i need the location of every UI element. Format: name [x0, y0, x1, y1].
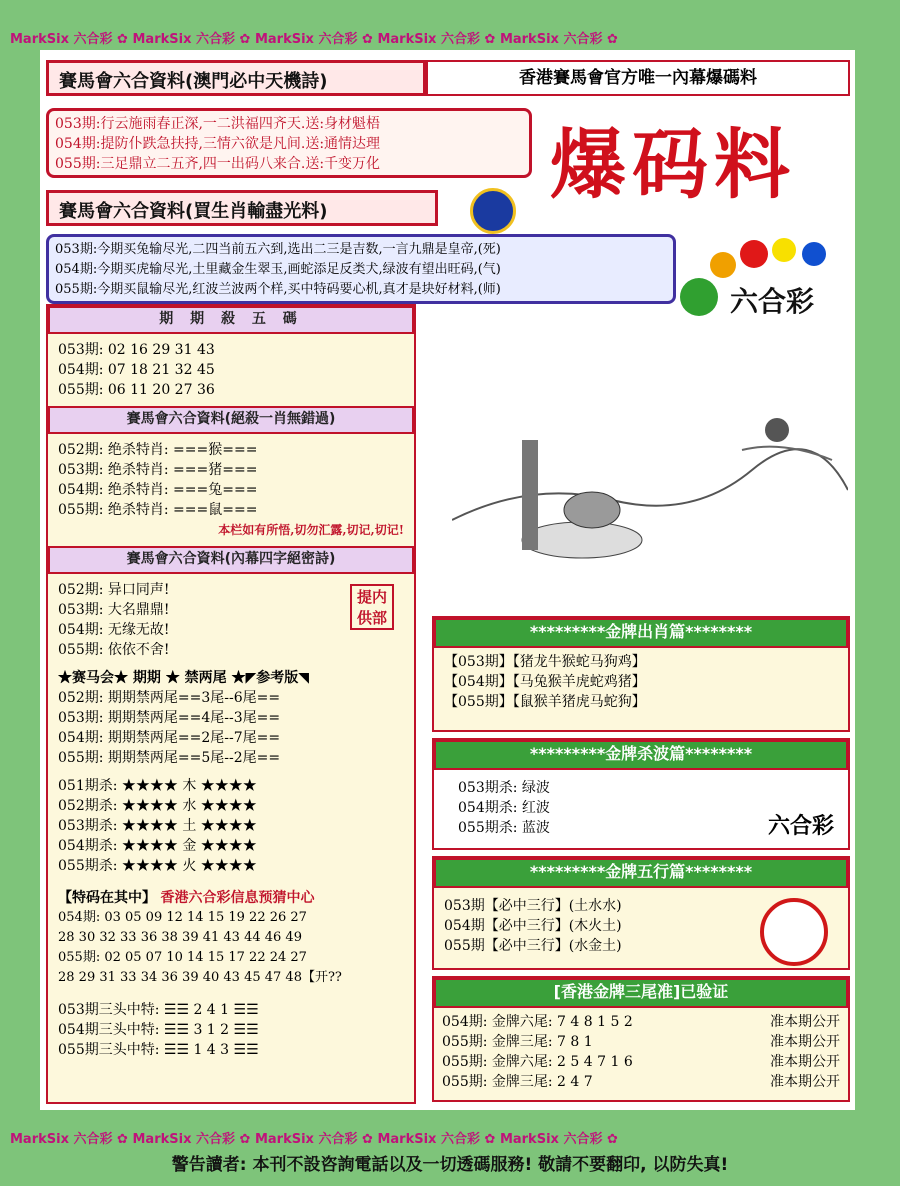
gold-zodiac-row: 【055期】【鼠猴羊猪虎马蛇狗】 [444, 694, 646, 710]
three-head-row: 055期三头中特: ☰☰ 1 4 3 ☰☰ [58, 1042, 259, 1058]
frog-illustration [452, 330, 848, 610]
special-row: 055期: 02 05 07 10 14 15 17 22 24 27 [58, 950, 307, 965]
gold-zodiac-row: 【054期】【马兔猴羊虎蛇鸡猪】 [444, 674, 646, 690]
gold-wave-panel [432, 738, 850, 850]
ban-tail-title: ★赛马会★ 期期 ★ 禁两尾 ★◤参考版◥ [58, 670, 310, 686]
kill-five-row: 054期: 07 18 21 32 45 [58, 362, 215, 378]
four-word-row: 055期: 依依不舍! [58, 642, 170, 658]
three-head-row: 054期三头中特: ☰☰ 3 1 2 ☰☰ [58, 1022, 259, 1038]
gold-five-title: *********金牌五行篇******** [434, 858, 848, 888]
zodiac-lose-line: 055期:今期买鼠输尽光,红波兰波两个样,买中特码要心机,真才是块好材料,(师) [55, 282, 501, 297]
big-title: 爆码料 [550, 120, 796, 209]
lotto-dot-icon [680, 278, 718, 316]
special-row: 28 29 31 33 34 36 39 40 43 45 47 48【开?? [58, 970, 342, 985]
four-word-stamp: 提内供部 [350, 584, 394, 630]
gold-zodiac-row: 【053期】【猪龙牛猴蛇马狗鸡】 [444, 654, 646, 670]
lotto-dot-icon [740, 240, 768, 268]
special-label: 【特码在其中】 [58, 890, 156, 906]
gold-five-row: 054期【必中三行】(木火土) [444, 918, 622, 934]
four-word-row: 052期: 异口同声! [58, 582, 170, 598]
header-left-title: 賽馬會六合資料(澳門必中天機詩) [46, 60, 426, 96]
left-column [46, 304, 416, 1104]
poem-line: 055期:三足鼎立二五齐,四一出码八来合.送:千变万化 [55, 156, 381, 172]
kill-zodiac-row: 054期: 绝杀特肖: ===兔=== [58, 482, 258, 498]
kill-element-row: 052期杀: ★★★★ 水 ★★★★ [58, 798, 257, 814]
gold-five-panel [432, 856, 850, 970]
four-word-row: 054期: 无缘无故! [58, 622, 170, 638]
gold-tail-row: 054期: 金牌六尾: 7 4 8 1 5 2 准本期公开 [442, 1014, 840, 1030]
gold-wave-title: *********金牌杀波篇******** [434, 740, 848, 770]
ban-tail-row: 053期: 期期禁两尾==4尾--3尾== [58, 710, 281, 726]
gold-wave-row: 054期杀: 红波 [458, 800, 550, 816]
special-row: 28 30 32 33 36 38 39 41 43 44 46 49 [58, 930, 302, 945]
four-word-title: 賽馬會六合資料(內幕四字絕密詩) [48, 546, 414, 574]
special-row: 054期: 03 05 09 12 14 15 19 22 26 27 [58, 910, 307, 925]
kill-zodiac-title: 賽馬會六合資料(絕殺一肖無錯過) [48, 406, 414, 434]
kill-zodiac-note: 本栏如有所悟,切勿汇露,切记,切记! [218, 523, 404, 537]
gold-tail-row: 055期: 金牌三尾: 2 4 7 准本期公开 [442, 1074, 840, 1090]
gold-wave-logo: 六合彩 [767, 814, 834, 839]
three-head-row: 053期三头中特: ☰☰ 2 4 1 ☰☰ [58, 1002, 259, 1018]
gold-tail-row: 055期: 金牌三尾: 7 8 1 准本期公开 [442, 1034, 840, 1050]
zodiac-lose-line: 053期:今期买兔输尽光,二四当前五六到,选出二三是吉数,一言九鼎是皇帝,(死) [55, 242, 501, 257]
kill-zodiac-row: 055期: 绝杀特肖: ===鼠=== [58, 502, 258, 518]
ban-tail-row: 054期: 期期禁两尾==2尾--7尾== [58, 730, 281, 746]
gold-tail-panel [432, 976, 850, 1102]
gold-five-row: 055期【必中三行】(水金土) [444, 938, 622, 954]
ban-tail-row: 052期: 期期禁两尾==3尾--6尾== [58, 690, 281, 706]
zodiac-lose-line: 054期:今期买虎输尽光,土里藏金生翠玉,画蛇添足反类犬,绿波有望出旺码,(气) [55, 262, 501, 277]
kill-zodiac-row: 052期: 绝杀特肖: ===猴=== [58, 442, 258, 458]
zodiac-lose-box [46, 234, 676, 304]
lotto-dot-icon [802, 242, 826, 266]
gold-wave-row: 055期杀: 蓝波 [458, 820, 550, 836]
logo-emblem-icon [470, 188, 516, 234]
hk-emblem-icon [760, 898, 828, 966]
kill-five-row: 055期: 06 11 20 27 36 [58, 382, 215, 398]
lotto-dot-icon [710, 252, 736, 278]
four-word-row: 053期: 大名鼎鼎! [58, 602, 170, 618]
section2-title: 賽馬會六合資料(買生肖輸盡光料) [46, 190, 438, 226]
lotto-dot-icon [772, 238, 796, 262]
poem-line: 054期:提防仆跌急扶持,三情六欲是凡间.送:通情达理 [55, 136, 381, 152]
frame-bottom-brand: MarkSix 六合彩 ✿ MarkSix 六合彩 ✿ MarkSix 六合彩 ✿ MarkSix 六合彩 ✿ MarkSix 六合彩 ✿ [10, 1132, 618, 1147]
poem-box [46, 108, 532, 178]
special-center: 香港六合彩信息预猜中心 [160, 890, 315, 906]
header-right-title: 香港賽馬會官方唯一內幕爆碼料 [426, 60, 850, 96]
gold-zodiac-title: *********金牌出肖篇******** [434, 618, 848, 648]
gold-tail-title: [香港金牌三尾准]已验证 [434, 978, 848, 1008]
lottery-cn-label: 六合彩 [730, 285, 815, 318]
page-sheet [40, 50, 855, 1110]
kill-element-row: 055期杀: ★★★★ 火 ★★★★ [58, 858, 257, 874]
poem-line: 053期:行云施雨春正深,一二洪福四齐天.送:身材魁梧 [55, 116, 381, 132]
kill-element-row: 054期杀: ★★★★ 金 ★★★★ [58, 838, 257, 854]
gold-tail-row: 055期: 金牌六尾: 2 5 4 7 1 6 准本期公开 [442, 1054, 840, 1070]
kill-element-row: 051期杀: ★★★★ 木 ★★★★ [58, 778, 257, 794]
kill-five-row: 053期: 02 16 29 31 43 [58, 342, 215, 358]
frame-top-brand: MarkSix 六合彩 ✿ MarkSix 六合彩 ✿ MarkSix 六合彩 ✿ MarkSix 六合彩 ✿ MarkSix 六合彩 ✿ [10, 32, 618, 47]
kill-element-row: 053期杀: ★★★★ 土 ★★★★ [58, 818, 257, 834]
footer-warning: 警告讀者: 本刊不設咨詢電話以及一切透碼服務! 敬請不要翻印, 以防失真! [171, 1155, 729, 1175]
gold-wave-row: 053期杀: 绿波 [458, 780, 550, 796]
gold-zodiac-panel [432, 616, 850, 732]
gold-five-row: 053期【必中三行】(土水水) [444, 898, 622, 914]
kill-five-title: 期 期 殺 五 碼 [48, 306, 414, 334]
ban-tail-row: 055期: 期期禁两尾==5尾--2尾== [58, 750, 281, 766]
kill-zodiac-row: 053期: 绝杀特肖: ===猪=== [58, 462, 258, 478]
